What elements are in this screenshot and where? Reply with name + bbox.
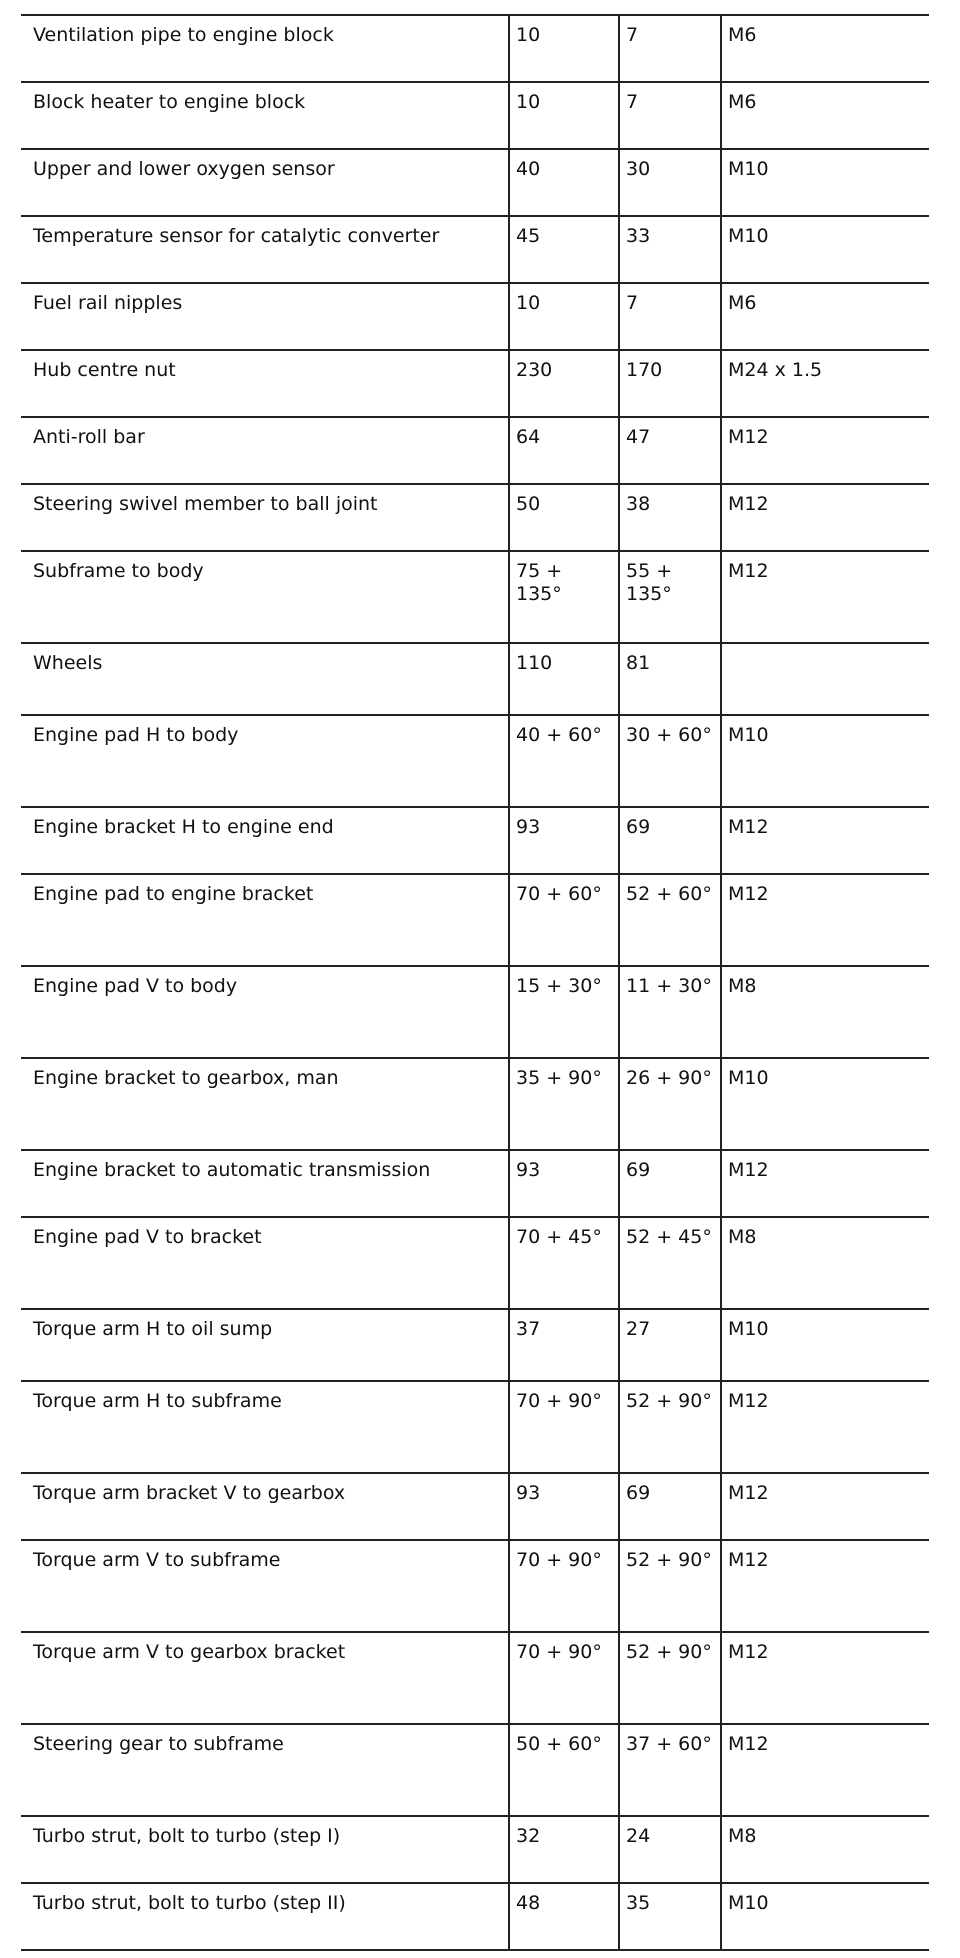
table-row — [21, 1217, 929, 1309]
table-row — [21, 1883, 929, 1950]
thread-cell: M12 — [721, 1540, 929, 1632]
component-cell: Steering swivel member to ball joint — [33, 493, 378, 515]
nm-cell: 10 — [509, 82, 619, 149]
component-cell: Temperature sensor for catalytic converter — [33, 225, 440, 247]
component-cell: Subframe to body — [33, 560, 204, 582]
component-cell: Engine bracket to gearbox, man — [33, 1067, 339, 1089]
lbft-cell: 69 — [619, 1473, 721, 1540]
component-cell: Engine pad to engine bracket — [33, 883, 314, 905]
thread-cell: M12 — [721, 484, 929, 551]
thread-cell: M6 — [721, 82, 929, 149]
table-row — [21, 216, 929, 283]
lbft-cell: 27 — [619, 1309, 721, 1381]
lbft-cell: 35 — [619, 1883, 721, 1950]
thread-cell: M6 — [721, 283, 929, 350]
table-row — [21, 874, 929, 966]
nm-cell: 32 — [509, 1816, 619, 1883]
lbft-cell: 47 — [619, 417, 721, 484]
nm-cell: 10 — [509, 15, 619, 82]
component-cell: Torque arm bracket V to gearbox — [33, 1482, 346, 1504]
table-row — [21, 807, 929, 874]
component-cell: Engine bracket H to engine end — [33, 816, 334, 838]
thread-cell: M8 — [721, 1217, 929, 1309]
thread-cell: M12 — [721, 1381, 929, 1473]
thread-cell: M10 — [721, 1883, 929, 1950]
thread-cell — [721, 643, 929, 715]
table-row — [21, 1309, 929, 1381]
nm-cell: 45 — [509, 216, 619, 283]
nm-cell: 70 + 90° — [509, 1632, 619, 1724]
lbft-cell: 69 — [619, 1150, 721, 1217]
torque-table — [21, 14, 929, 1951]
nm-cell: 93 — [509, 807, 619, 874]
thread-cell: M12 — [721, 417, 929, 484]
thread-cell: M12 — [721, 1632, 929, 1724]
nm-cell: 15 + 30° — [509, 966, 619, 1058]
lbft-cell: 30 + 60° — [619, 715, 721, 807]
nm-cell: 70 + 90° — [509, 1540, 619, 1632]
table-row — [21, 715, 929, 807]
component-cell: Block heater to engine block — [33, 91, 306, 113]
table-row — [21, 1632, 929, 1724]
table-row — [21, 417, 929, 484]
nm-cell: 40 — [509, 149, 619, 216]
lbft-cell: 7 — [619, 15, 721, 82]
nm-cell: 75 + 135° — [509, 551, 619, 643]
nm-cell: 110 — [509, 643, 619, 715]
lbft-cell: 52 + 90° — [619, 1540, 721, 1632]
nm-cell: 37 — [509, 1309, 619, 1381]
lbft-cell: 52 + 60° — [619, 874, 721, 966]
table-row — [21, 350, 929, 417]
nm-cell: 10 — [509, 283, 619, 350]
component-cell: Anti-roll bar — [33, 426, 145, 448]
component-cell: Fuel rail nipples — [33, 292, 183, 314]
component-cell: Hub centre nut — [33, 359, 176, 381]
component-cell: Torque arm H to oil sump — [33, 1318, 273, 1340]
thread-cell: M8 — [721, 966, 929, 1058]
lbft-cell: 55 + 135° — [619, 551, 721, 643]
lbft-cell: 30 — [619, 149, 721, 216]
component-cell: Engine pad V to bracket — [33, 1226, 262, 1248]
table-row — [21, 551, 929, 643]
table-row — [21, 1540, 929, 1632]
table-row — [21, 1473, 929, 1540]
lbft-cell: 26 + 90° — [619, 1058, 721, 1150]
nm-cell: 93 — [509, 1150, 619, 1217]
component-cell: Torque arm V to subframe — [33, 1549, 281, 1571]
nm-cell: 93 — [509, 1473, 619, 1540]
thread-cell: M12 — [721, 1473, 929, 1540]
nm-cell: 40 + 60° — [509, 715, 619, 807]
nm-cell: 64 — [509, 417, 619, 484]
nm-cell: 70 + 45° — [509, 1217, 619, 1309]
component-cell: Turbo strut, bolt to turbo (step I) — [33, 1825, 341, 1847]
component-cell: Torque arm H to subframe — [33, 1390, 282, 1412]
table-row — [21, 1058, 929, 1150]
table-row — [21, 149, 929, 216]
lbft-cell: 7 — [619, 82, 721, 149]
thread-cell: M6 — [721, 15, 929, 82]
lbft-cell: 170 — [619, 350, 721, 417]
table-row — [21, 82, 929, 149]
lbft-cell: 33 — [619, 216, 721, 283]
lbft-cell: 52 + 90° — [619, 1632, 721, 1724]
thread-cell: M10 — [721, 715, 929, 807]
lbft-cell: 52 + 45° — [619, 1217, 721, 1309]
component-cell: Ventilation pipe to engine block — [33, 24, 334, 46]
torque-table-body — [21, 15, 929, 1950]
lbft-cell: 52 + 90° — [619, 1381, 721, 1473]
nm-cell: 48 — [509, 1883, 619, 1950]
thread-cell: M24 x 1.5 — [721, 350, 929, 417]
lbft-cell: 37 + 60° — [619, 1724, 721, 1816]
component-cell: Upper and lower oxygen sensor — [33, 158, 335, 180]
component-cell: Engine pad H to body — [33, 724, 239, 746]
thread-cell: M10 — [721, 216, 929, 283]
table-row — [21, 966, 929, 1058]
nm-cell: 50 + 60° — [509, 1724, 619, 1816]
thread-cell: M8 — [721, 1816, 929, 1883]
component-cell: Wheels — [33, 652, 103, 674]
table-row — [21, 283, 929, 350]
nm-cell: 70 + 60° — [509, 874, 619, 966]
thread-cell: M10 — [721, 1058, 929, 1150]
lbft-cell: 38 — [619, 484, 721, 551]
lbft-cell: 81 — [619, 643, 721, 715]
thread-cell: M10 — [721, 149, 929, 216]
component-cell: Engine bracket to automatic transmission — [33, 1159, 431, 1181]
table-row — [21, 643, 929, 715]
nm-cell: 70 + 90° — [509, 1381, 619, 1473]
nm-cell: 230 — [509, 350, 619, 417]
nm-cell: 35 + 90° — [509, 1058, 619, 1150]
lbft-cell: 69 — [619, 807, 721, 874]
table-row — [21, 1150, 929, 1217]
thread-cell: M12 — [721, 807, 929, 874]
table-row — [21, 1381, 929, 1473]
component-cell: Turbo strut, bolt to turbo (step II) — [33, 1892, 346, 1914]
table-row — [21, 1724, 929, 1816]
thread-cell: M12 — [721, 551, 929, 643]
nm-cell: 50 — [509, 484, 619, 551]
thread-cell: M12 — [721, 1724, 929, 1816]
table-row — [21, 1816, 929, 1883]
table-row — [21, 484, 929, 551]
thread-cell: M12 — [721, 1150, 929, 1217]
thread-cell: M10 — [721, 1309, 929, 1381]
component-cell: Steering gear to subframe — [33, 1733, 284, 1755]
thread-cell: M12 — [721, 874, 929, 966]
table-row — [21, 15, 929, 82]
lbft-cell: 24 — [619, 1816, 721, 1883]
component-cell: Torque arm V to gearbox bracket — [33, 1641, 346, 1663]
lbft-cell: 7 — [619, 283, 721, 350]
component-cell: Engine pad V to body — [33, 975, 238, 997]
lbft-cell: 11 + 30° — [619, 966, 721, 1058]
